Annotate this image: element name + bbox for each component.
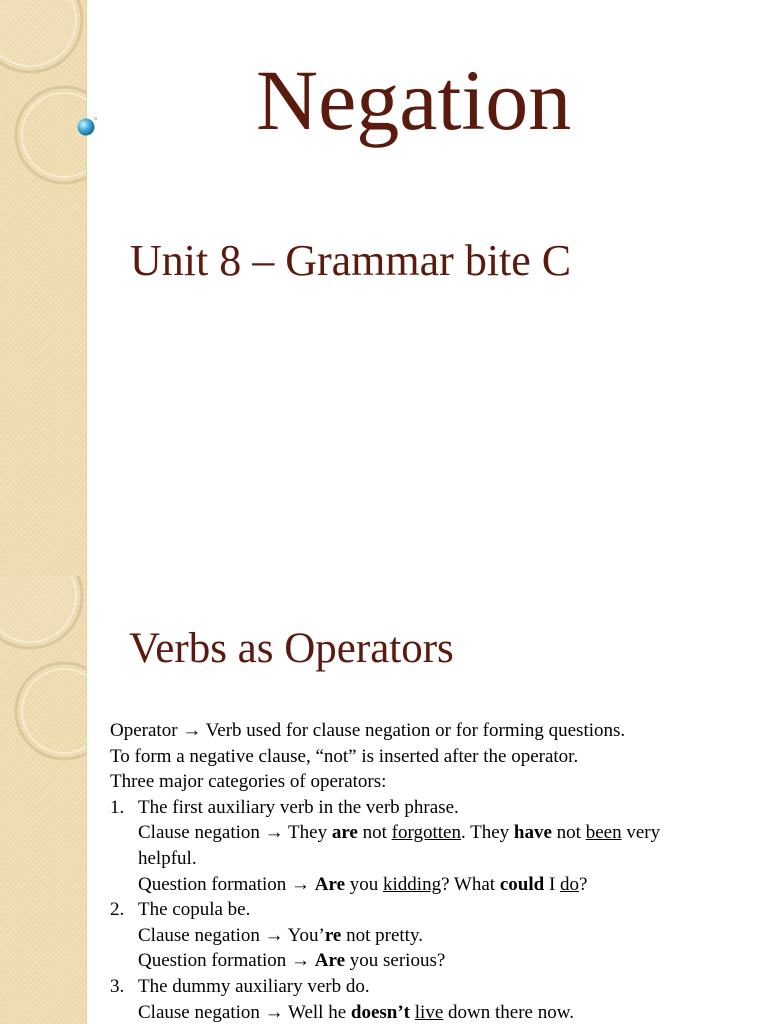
example-text: you serious?	[345, 950, 446, 972]
example-line-continued: helpful.	[138, 847, 197, 869]
subtitle: Unit 8 – Grammar bite C	[130, 236, 572, 285]
example-label: Clause negation → They	[138, 822, 332, 844]
list-number: 1.	[110, 796, 125, 818]
decorative-circles	[0, 576, 86, 1024]
operator-word: re	[324, 924, 342, 946]
list-number: 2.	[110, 899, 125, 921]
list-number: 3.	[110, 975, 125, 997]
operator-word: could	[499, 873, 545, 895]
example-text: ?	[579, 873, 588, 895]
rule-line: To form a negative clause, “not” is inserted after the operator.	[110, 745, 579, 767]
operator-word: have	[513, 822, 552, 844]
verb-word: been	[585, 822, 622, 844]
page-title: Negation	[256, 52, 572, 148]
example-line	[110, 872, 750, 898]
example-text: ? What	[441, 873, 500, 895]
decorative-side-panel	[0, 576, 87, 1024]
operator-word: are	[331, 822, 358, 844]
example-text: very	[621, 822, 661, 844]
example-text: not pretty.	[341, 924, 423, 946]
example-text: not	[551, 822, 586, 844]
example-label: Question formation →	[138, 950, 315, 972]
decorative-side-panel	[0, 0, 87, 576]
verb-word: do	[560, 873, 580, 895]
section-title: Verbs as Operators	[129, 625, 454, 672]
example-text: you	[345, 873, 384, 895]
content-slide	[0, 576, 768, 1024]
decorative-circles	[0, 0, 86, 576]
verb-word: kidding	[383, 873, 442, 895]
blue-bead-icon	[77, 117, 97, 137]
example-label: Question formation →	[138, 873, 315, 895]
slide-body	[110, 718, 750, 1024]
operator-word: Are	[314, 873, 346, 895]
example-text: not	[357, 822, 392, 844]
operator-word: Are	[314, 950, 346, 972]
example-line	[110, 923, 750, 949]
verb-word: forgotten	[391, 822, 461, 844]
list-item	[110, 795, 750, 821]
list-item	[110, 897, 750, 923]
example-label: Clause negation → You’	[138, 924, 325, 946]
list-item-text: The copula be.	[138, 899, 251, 921]
list-item	[110, 974, 750, 1000]
example-label: Clause negation → Well he	[138, 1001, 351, 1023]
list-item-text: The dummy auxiliary verb do.	[138, 975, 370, 997]
example-text: I	[544, 873, 561, 895]
example-text: . They	[460, 822, 514, 844]
example-line	[110, 820, 750, 846]
list-item-text: The first auxiliary verb in the verb phrase.	[138, 796, 459, 818]
categories-intro-line: Three major categories of operators:	[110, 771, 387, 793]
operator-word: doesn’t	[350, 1001, 411, 1023]
example-text: down there now.	[443, 1001, 574, 1023]
verb-word: live	[414, 1001, 444, 1023]
example-line	[110, 1000, 750, 1024]
definition-line: Operator → Verb used for clause negation or for forming questions.	[110, 720, 626, 741]
example-line	[110, 948, 750, 974]
